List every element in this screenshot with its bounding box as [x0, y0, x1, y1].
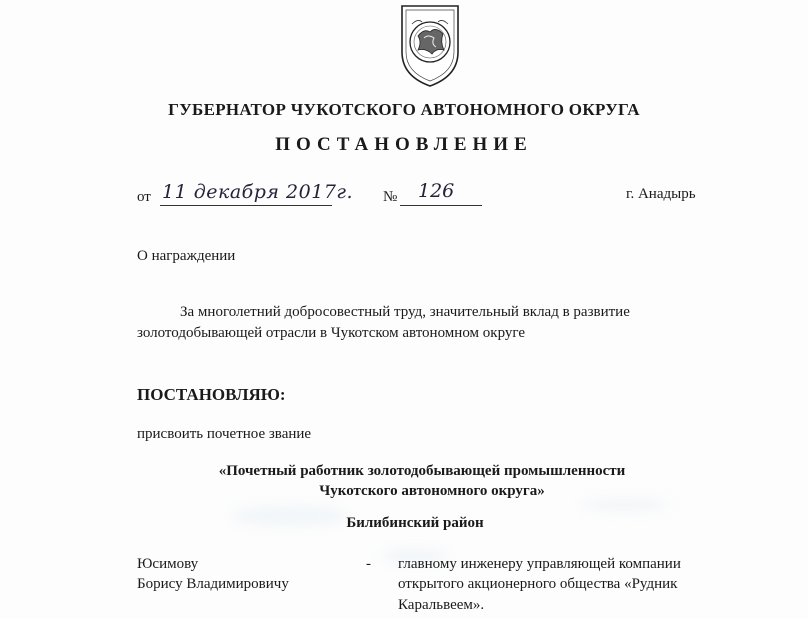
city-label: г. Анадырь: [626, 186, 696, 202]
number-handwritten: 126: [418, 180, 455, 202]
paragraph-line-2: золотодобывающей отрасли в Чукотском автономном округе: [137, 325, 525, 341]
document-type-title: ПОСТАНОВЛЕНИЕ: [275, 134, 533, 155]
honor-title-line-2: Чукотского автономного округа»: [319, 483, 545, 499]
paragraph-line-1: За многолетний добросовестный труд, значительный вклад в развитие: [180, 304, 630, 320]
subject-line: О награждении: [137, 248, 236, 264]
date-prefix: от: [137, 189, 151, 205]
awardee-position-line-3: Каральвеем».: [398, 597, 485, 613]
honor-title-line-1: «Почетный работник золотодобывающей промышленности: [218, 463, 626, 479]
awardee-surname: Юсимову: [137, 556, 199, 572]
date-handwritten: 11 декабря 2017г.: [162, 181, 354, 203]
resolve-heading: ПОСТАНОВЛЯЮ:: [137, 385, 286, 404]
awardee-given-names: Борису Владимировичу: [137, 576, 289, 592]
number-underline: [400, 205, 482, 206]
date-underline: [160, 205, 332, 206]
awardee-position-line-1: главному инженеру управляющей компании: [398, 556, 681, 572]
awardee-position-line-2: открытого акционерного общества «Рудник: [398, 576, 678, 592]
awardee-dash: -: [366, 556, 371, 572]
district-heading: Билибинский район: [346, 515, 484, 531]
assign-line: присвоить почетное звание: [137, 426, 312, 442]
coat-of-arms-emblem: [398, 2, 462, 88]
scan-smudge: [580, 498, 670, 512]
number-prefix: №: [383, 189, 398, 205]
governor-title: ГУБЕРНАТОР ЧУКОТСКОГО АВТОНОМНОГО ОКРУГА: [168, 100, 640, 119]
